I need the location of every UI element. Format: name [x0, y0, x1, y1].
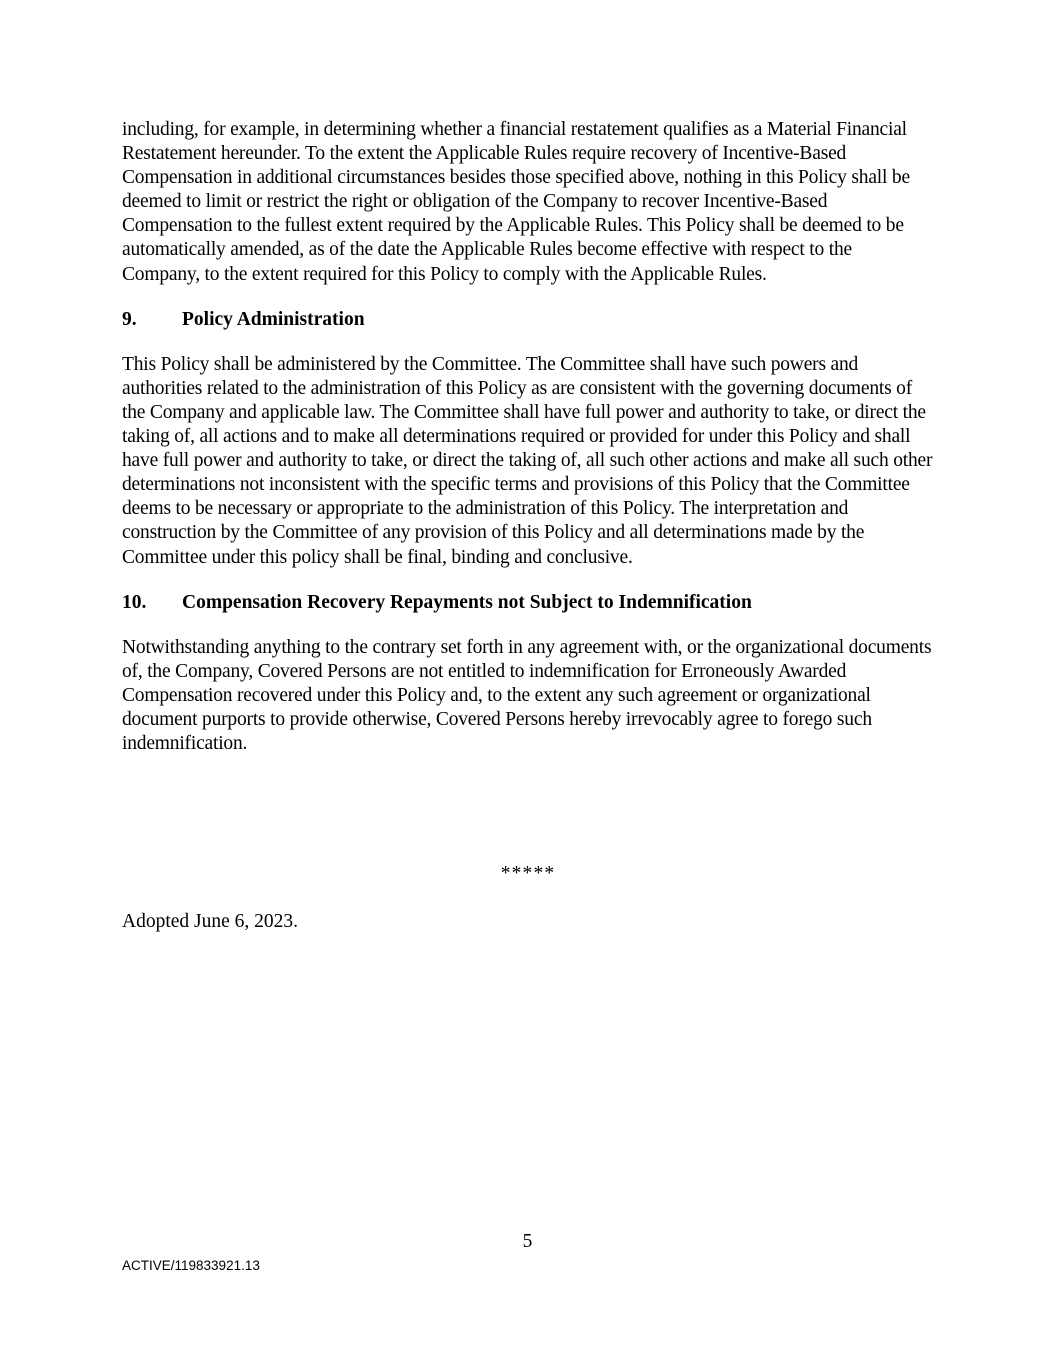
document-reference-footer: ACTIVE/119833921.13	[122, 1258, 260, 1273]
section-9-paragraph: This Policy shall be administered by the Committee. The Committee shall have such powers and authorities related to the administration of this Policy as are consistent with the governing documents of the Company and applicable law. The Committee shall have full power and authority to take, or direct the taking of, all actions and to make all determinations required or provided for under this Policy and shall have full power and authority to take, or direct the taking of, all such other actions and make all such other determinations not inconsistent with the specific terms and provisions of this Policy that the Committee deems to be necessary or appropriate to the administration of this Policy. The interpretation and construction by the Committee of any provision of this Policy and all determinations made by the Committee under this policy shall be final, binding and conclusive.	[122, 353, 933, 568]
section-10-paragraph: Notwithstanding anything to the contrary set forth in any agreement with, or the organizational documents of, the Company, Covered Persons are not entitled to indemnification for Erroneously Awarded Compensation recovered under this Policy and, to the extent any such agreement or organizational document purports to provide otherwise, Covered Persons hereby irrevocably agree to forego such indemnification.	[122, 636, 932, 755]
section-heading-10	[122, 591, 934, 615]
section-heading-9	[122, 308, 934, 332]
section-divider	[122, 862, 934, 886]
page-number: 5	[522, 1231, 533, 1252]
asterisk-divider: *****	[500, 863, 556, 884]
adopted-date-line: Adopted June 6, 2023.	[122, 911, 299, 932]
section-title-9: Policy Administration	[182, 308, 365, 330]
document-body	[122, 118, 934, 777]
intro-paragraph: including, for example, in determining whether a financial restatement qualifies as a Material Financial Restatement hereunder. To the extent the Applicable Rules require recovery of Incentive-Based Compensation in additional circumstances besides those specified above, nothing in this Policy shall be deemed to limit or restrict the right or obligation of the Company to recover Incentive-Based Compensation to the fullest extent required by the Applicable Rules. This Policy shall be deemed to be automatically amended, as of the date the Applicable Rules become effective with respect to the Company, to the extent required for this Policy to comply with the Applicable Rules.	[122, 119, 910, 285]
section-number-9: 9.	[122, 308, 137, 330]
section-number-10: 10.	[122, 591, 147, 613]
section-title-10: Compensation Recovery Repayments not Subject to Indemnification	[182, 591, 752, 613]
